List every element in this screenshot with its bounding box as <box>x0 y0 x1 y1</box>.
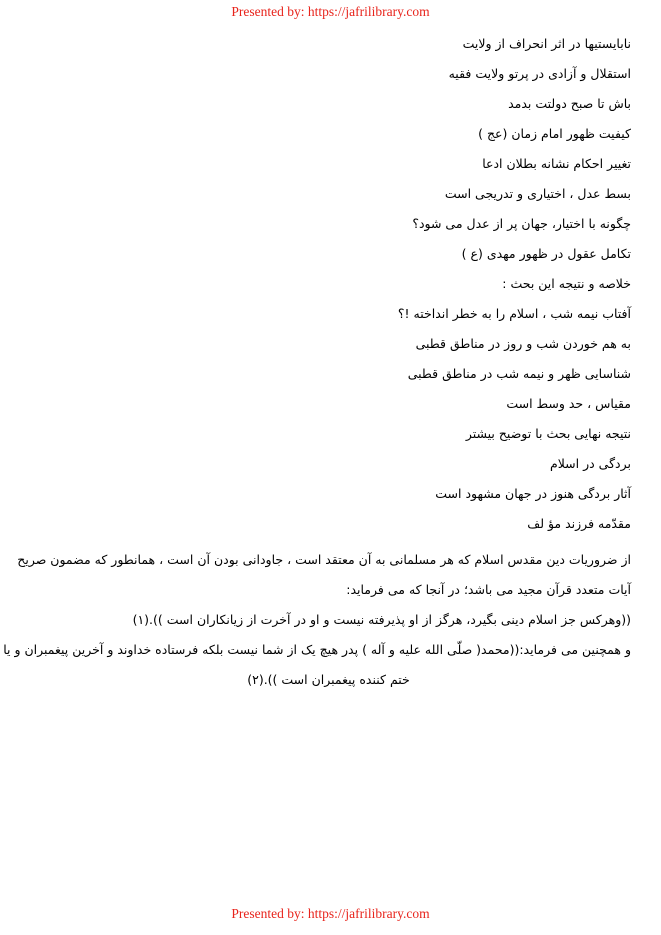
paragraph <box>26 605 631 635</box>
toc-line: چگونه با اختیار، جهان پر از عدل می شود؟ <box>412 216 631 231</box>
toc-line: استقلال و آزادی در پرتو ولایت فقیه <box>448 66 631 81</box>
paragraph <box>17 545 631 605</box>
paragraph-line: ختم کننده پیغمبران است )).(۲) <box>247 672 410 687</box>
toc-line: نابایستیها در اثر انحراف از ولایت <box>462 36 631 51</box>
watermark-top: Presented by: https://jafrilibrary.com <box>231 4 430 19</box>
toc-line: بسط عدل ، اختیاری و تدریجی است <box>444 186 631 201</box>
toc-line: باش تا صبح دولتت بدمد <box>508 96 631 111</box>
paragraph-line: و همچنین می فرماید:((محمد( صلّی الله علیه و آله ) پدر هیچ یک از شما نیست بلکه فرستاده خداوند و آخرین پیغمبران و یا <box>3 642 631 657</box>
document-content <box>3 29 631 695</box>
paragraph-line: آیات متعدد قرآن مجید می باشد؛ در آنجا که می فرماید: <box>346 582 631 597</box>
toc-line: به هم خوردن شب و روز در مناطق قطبی <box>415 336 631 351</box>
paragraph-line: از ضروریات دین مقدس اسلام که هر مسلمانی به آن معتقد است ، جاودانی بودن آن است ، همانطور که مضمون صریح <box>17 552 631 567</box>
toc-line: تکامل عقول در ظهور مهدی (ع ) <box>461 246 631 261</box>
paragraph-line: ((وهرکس جز اسلام دینی بگیرد، هرگز از او پذیرفته نیست و او در آخرت از زیانکاران است )).(۱) <box>132 612 631 627</box>
toc-line: کیفیت ظهور امام زمان (عج ) <box>478 126 631 141</box>
section-heading: مقدّمه فرزند مؤ لف <box>527 516 631 531</box>
toc-line: تغییر احکام نشانه بطلان ادعا <box>482 156 631 171</box>
toc-line: خلاصه و نتیجه این بحث : <box>502 276 631 291</box>
toc-line: آثار بردگی هنوز در جهان مشهود است <box>435 486 631 501</box>
toc-line: نتیجه نهایی بحث با توضیح بیشتر <box>465 426 631 441</box>
watermark-bottom: Presented by: https://jafrilibrary.com <box>231 906 430 921</box>
toc-line: شناسایی ظهر و نیمه شب در مناطق قطبی <box>407 366 631 381</box>
toc-line: آفتاب نیمه شب ، اسلام را به خطر انداخته !؟ <box>397 306 631 321</box>
toc-line: بردگی در اسلام <box>549 456 631 471</box>
paragraph <box>3 635 631 695</box>
toc-line: مقیاس ، حد وسط است <box>506 396 631 411</box>
